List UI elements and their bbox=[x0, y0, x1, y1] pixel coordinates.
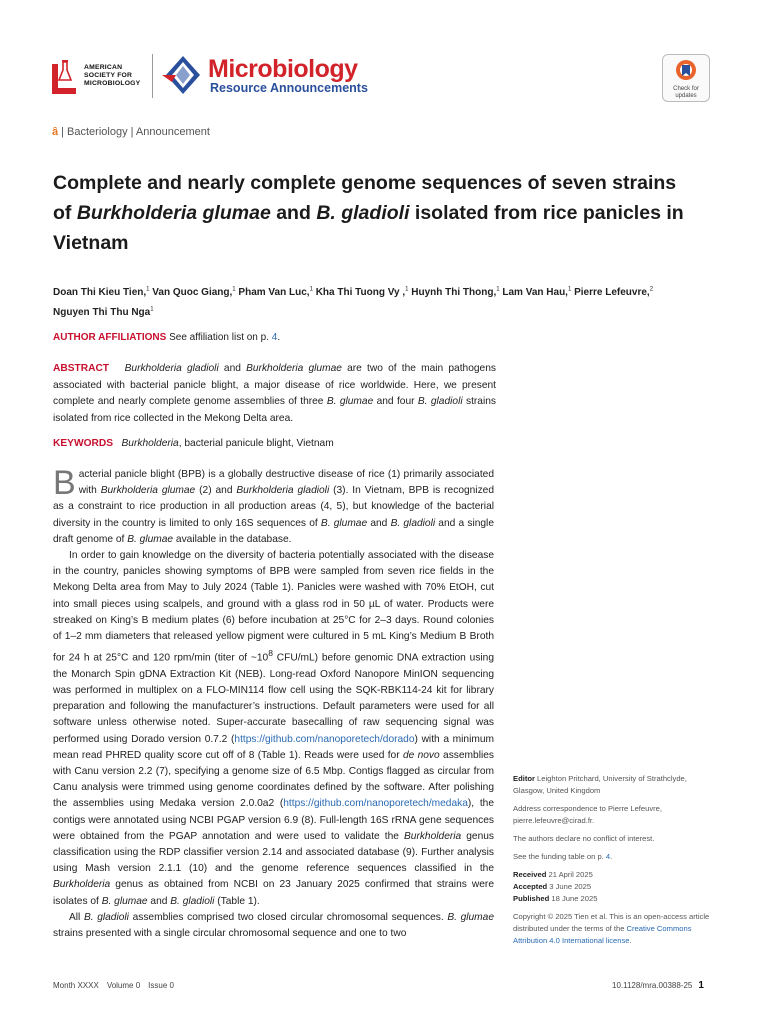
footer-issue-info: Month XXXX Volume 0 Issue 0 bbox=[53, 981, 174, 990]
doi-text[interactable]: 10.1128/mra.00388-25 bbox=[612, 981, 693, 990]
article-section: ȃ | Bacteriology | Announcement bbox=[52, 126, 210, 138]
journal-logo[interactable] bbox=[160, 50, 368, 100]
abstract: ABSTRACT Burkholderia gladioli and Burkholderia glumae are two of the main pathogens associated with bacterial panicle blight, a major disease of rice worldwide. Here, we present complete and nearly complete genome assemblies of three B. glumae and four B. gladioli strains isolated from rice collected in the Mekong Delta area. bbox=[53, 363, 496, 424]
keywords: KEYWORDS Burkholderia, bacterial panicule blight, Vietnam bbox=[53, 438, 334, 449]
logo-divider bbox=[152, 54, 153, 98]
journal-emblem-icon bbox=[160, 50, 206, 100]
accepted-date: Accepted 3 June 2025 bbox=[513, 882, 592, 891]
author-name[interactable]: Kha Thi Tuong Vy ,$^1$ bbox=[315, 287, 409, 299]
author-affiliations: AUTHOR AFFILIATIONS See affiliation list on p. 4. bbox=[53, 332, 281, 343]
copyright-notice: Copyright © 2025 Tien et al. This is an open-access article distributed under the terms of the Creative Commons Attribution 4.0 International license. bbox=[513, 912, 710, 945]
affiliations-label: AUTHOR AFFILIATIONS bbox=[53, 332, 167, 343]
funding-info: See the funding table on p. 4. bbox=[513, 852, 613, 861]
journal-title: Microbiology bbox=[208, 54, 358, 83]
page-number: 1 bbox=[698, 980, 704, 991]
open-access-icon: ȃ bbox=[52, 126, 59, 138]
drop-cap: B bbox=[53, 464, 76, 502]
published-date: Published 18 June 2025 bbox=[513, 894, 598, 903]
check-updates-icon bbox=[674, 59, 698, 81]
author-list bbox=[53, 282, 713, 321]
dorado-link[interactable]: https://github.com/nanoporetech/dorado bbox=[234, 733, 415, 745]
author-name[interactable]: Lam Van Hau,$^1$ bbox=[502, 287, 572, 299]
article-info-sidebar bbox=[513, 773, 718, 953]
author-name[interactable]: Van Quoc Giang,$^1$ bbox=[152, 287, 236, 299]
article-title: Complete and nearly complete genome sequences of seven strains of Burkholderia glumae and B. gladioli isolated from rice panicles in Vietnam bbox=[53, 172, 684, 254]
conflict-statement: The authors declare no conflict of interest. bbox=[513, 834, 655, 843]
editor-info: Editor Leighton Pritchard, University of Strathclyde, Glasgow, United Kingdom bbox=[513, 774, 687, 795]
author-name[interactable]: Pham Van Luc,$^1$ bbox=[238, 287, 313, 299]
received-date: Received 21 April 2025 bbox=[513, 870, 593, 879]
author-name[interactable]: Huynh Thi Thong,$^1$ bbox=[411, 287, 500, 299]
article-body bbox=[53, 464, 495, 942]
asm-flask-icon bbox=[50, 58, 78, 94]
body-paragraph: In order to gain knowledge on the diversity of bacteria potentially associated with the disease in the country, panicles showing symptoms of BPB were sampled from seven rice fields in the Mekong Delta area from May to July 2024 (Table 1). Panicles were washed with 70% EtOH, cut into small pieces using scalpels, and ground with a glass rod in 50 µL of water. Products were streaked on King’s B medium plates (6) before incubation at 25°C for 2–3 days. Round colonies of 1–2 mm diameters that released yellow pigment were cultured in 5 mL King’s Medium B Broth for 24 h at 25°C and 120 rpm/min (titer of $\sim 10^8$ CFU/mL) before genomic DNA extraction using the Monarch Spin gDNA Extraction Kit (NEB). Long-read Oxford Nanopore MinION sequencing was performed in multiplex on a FLO-MIN114 flow cell using the SQK-RBK114-24 kit for library preparation and following the manufacturer’s instructions. Default parameters were used for all software unless otherwise noted. Super-accurate basecalling of raw sequencing signal was performed using Dorado version 0.7.2 (https://github.com/nanoporetech/dorado) with a minimum mean read PHRED quality score cut off of 8 (Table 1). Reads were used for de novo assemblies with Canu version 2.2 (7), specifying a genome size of 6.5 Mbp. Contigs flagged as circular from Canu analysis were trimmed using genome coordinates defined by the software. After polishing the assemblies using Medaka version 2.0.0a2 (https://github.com/nanoporetech/medaka), the contigs were annotated using NCBI PGAP version 6.9 (8). Full-length 16S rRNA gene sequences were obtained from the PGAP annotation and were used to validate the Burkholderia genus classification using the RDP classifier version 2.14 and associated database (9). Further analysis using Mash version 2.1.1 (10) and the genome reference sequences classified in the Burkholderia genus as obtained from NCBI on 23 January 2025 confirmed that strains were isolates of B. glumae and B. gladioli (Table 1). bbox=[53, 550, 495, 907]
author-name[interactable]: Pierre Lefeuvre,$^2$ bbox=[574, 287, 654, 299]
funding-page-link[interactable]: 4 bbox=[605, 852, 611, 861]
asm-wordmark: AMERICAN SOCIETY FOR MICROBIOLOGY bbox=[84, 64, 141, 87]
asm-logo[interactable] bbox=[50, 54, 153, 98]
check-for-updates-button[interactable]: Check for updates bbox=[662, 54, 710, 102]
author-name[interactable]: Doan Thi Kieu Tien,$^1$ bbox=[53, 287, 150, 299]
body-paragraph: Bacterial panicle blight (BPB) is a globally destructive disease of rice (1) primarily associated with Burkholderia glumae (2) and Burkholderia gladioli (3). In Vietnam, BPB is recognized as a constraint to rice production in all production areas (4, 5), but knowledge of the bacterial diversity in the country is limited to only 16S sequences of B. glumae and B. gladioli and a single draft genome of B. glumae available in the database. bbox=[53, 464, 494, 545]
affiliation-page-link[interactable]: 4 bbox=[271, 332, 278, 343]
journal-subtitle: Resource Announcements bbox=[210, 80, 368, 95]
footer-doi bbox=[612, 980, 704, 991]
medaka-link[interactable]: https://github.com/nanoporetech/medaka bbox=[283, 798, 468, 810]
author-name[interactable]: Nguyen Thi Thu Nga$^1$ bbox=[53, 306, 154, 318]
abstract-label: ABSTRACT bbox=[53, 363, 110, 374]
body-paragraph: All B. gladioli assemblies comprised two closed circular chromosomal sequences. B. glumae strains presented with a single circular chromosomal sequence and one to two bbox=[53, 911, 494, 940]
keywords-label: KEYWORDS bbox=[53, 438, 113, 449]
license-link[interactable]: Creative Commons Attribution 4.0 International license bbox=[513, 924, 692, 945]
correspondence-info: Address correspondence to Pierre Lefeuvre, pierre.lefeuvre@cirad.fr. bbox=[513, 804, 663, 825]
